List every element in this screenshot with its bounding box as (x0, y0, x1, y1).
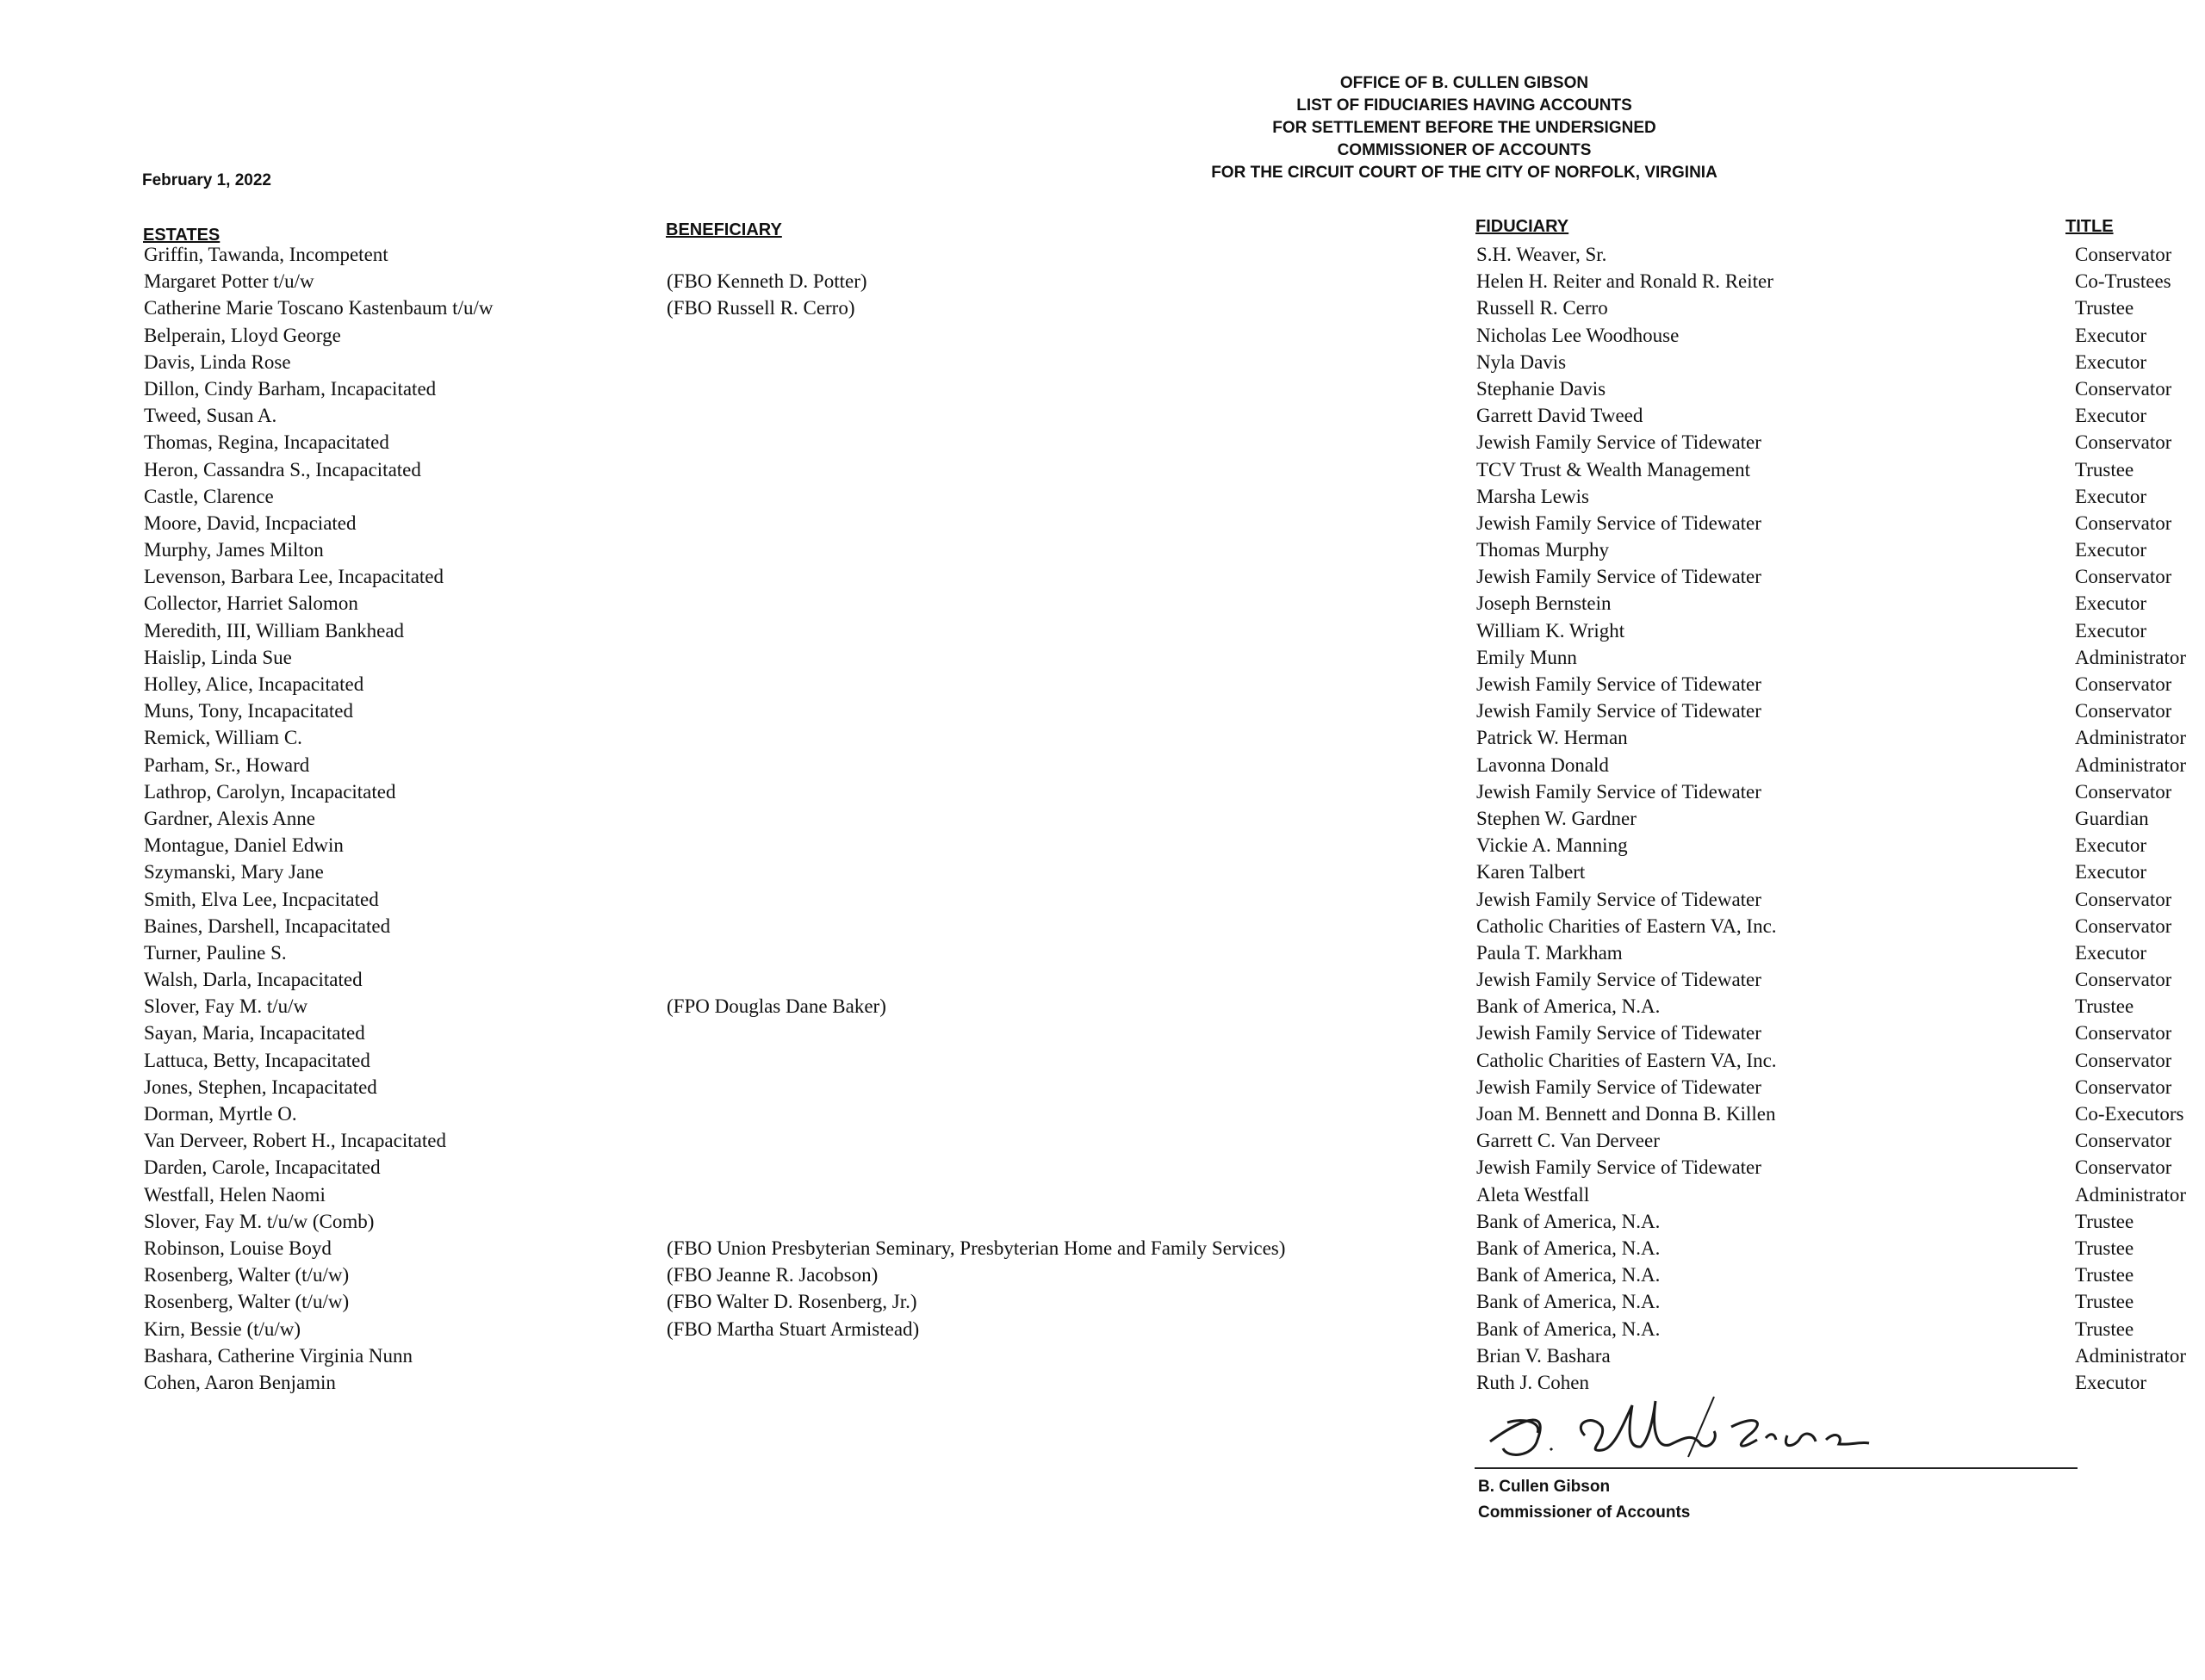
fiduciary-name: Jewish Family Service of Tidewater (1476, 431, 1761, 454)
fiduciary-title: Trustee (2075, 1317, 2134, 1340)
list-item (0, 483, 2205, 510)
fiduciary-name: Catholic Charities of Eastern VA, Inc. (1476, 914, 1777, 937)
list-item (0, 510, 2205, 536)
fiduciary-title: Executor (2075, 619, 2147, 642)
fiduciary-name: Jewish Family Service of Tidewater (1476, 1022, 1761, 1045)
fiduciary-title: Executor (2075, 834, 2147, 857)
fiduciary-title: Executor (2075, 941, 2147, 964)
fiduciary-title: Conservator (2075, 780, 2172, 803)
list-item (0, 1288, 2205, 1315)
fiduciary-title: Administrator (2075, 1183, 2187, 1206)
fiduciary-name: Patrick W. Herman (1476, 727, 1628, 749)
fiduciary-name: Joseph Bernstein (1476, 592, 1612, 615)
list-item (0, 456, 2205, 483)
document-header (1034, 72, 1895, 184)
list-item (0, 1235, 2205, 1262)
list-item (0, 241, 2205, 268)
fiduciary-title: Executor (2075, 1371, 2147, 1393)
estate-name: Van Derveer, Robert H., Incapacitated (144, 1130, 446, 1152)
list-item (0, 590, 2205, 617)
list-item (0, 993, 2205, 1020)
estate-name: Westfall, Helen Naomi (144, 1183, 326, 1206)
fiduciary-title: Executor (2075, 350, 2147, 373)
fiduciary-name: Lavonna Donald (1476, 753, 1609, 776)
beneficiary-name: (FPO Douglas Dane Baker) (667, 995, 886, 1018)
list-item (0, 268, 2205, 294)
estate-name: Cohen, Aaron Benjamin (144, 1371, 336, 1393)
list-item (0, 1020, 2205, 1046)
fiduciary-title: Conservator (2075, 431, 2172, 454)
fiduciary-title: Trustee (2075, 1291, 2134, 1313)
fiduciary-title: Conservator (2075, 1022, 2172, 1045)
fiduciary-name: Helen H. Reiter and Ronald R. Reiter (1476, 270, 1773, 293)
fiduciary-name: Vickie A. Manning (1476, 834, 1628, 857)
beneficiary-name: (FBO Walter D. Rosenberg, Jr.) (667, 1291, 917, 1313)
fiduciary-name: Jewish Family Service of Tidewater (1476, 700, 1761, 722)
estate-name: Turner, Pauline S. (144, 941, 287, 964)
fiduciary-name: Stephanie Davis (1476, 377, 1606, 400)
fiduciary-name: Jewish Family Service of Tidewater (1476, 566, 1761, 588)
estate-name: Smith, Elva Lee, Incpacitated (144, 888, 379, 910)
list-item (0, 752, 2205, 778)
fiduciary-name: Garrett David Tweed (1476, 405, 1643, 427)
estate-name: Remick, William C. (144, 727, 302, 749)
list-item (0, 536, 2205, 563)
list-item (0, 778, 2205, 805)
fiduciary-title: Conservator (2075, 511, 2172, 534)
estate-name: Lathrop, Carolyn, Incapacitated (144, 780, 396, 803)
list-item (0, 886, 2205, 913)
list-item (0, 349, 2205, 375)
fiduciary-title: Administrator (2075, 753, 2187, 776)
list-item (0, 644, 2205, 671)
document-date: February 1, 2022 (142, 171, 271, 189)
estate-name: Meredith, III, William Bankhead (144, 619, 405, 642)
fiduciary-name: Stephen W. Gardner (1476, 807, 1637, 829)
beneficiary-name: (FBO Kenneth D. Potter) (667, 270, 867, 293)
estate-name: Rosenberg, Walter (t/u/w) (144, 1264, 350, 1286)
fiduciary-title: Trustee (2075, 1264, 2134, 1286)
list-item (0, 617, 2205, 644)
list-item (0, 1262, 2205, 1288)
fiduciary-title: Guardian (2075, 807, 2149, 829)
estate-name: Bashara, Catherine Virginia Nunn (144, 1344, 413, 1367)
fiduciary-name: Nyla Davis (1476, 350, 1567, 373)
fiduciary-name: Joan M. Bennett and Donna B. Killen (1476, 1103, 1776, 1125)
fiduciary-title: Trustee (2075, 1210, 2134, 1232)
beneficiary-name: (FBO Martha Stuart Armistead) (667, 1317, 920, 1340)
fiduciary-name: Aleta Westfall (1476, 1183, 1590, 1206)
fiduciary-title: Conservator (2075, 673, 2172, 695)
list-item (0, 1208, 2205, 1235)
fiduciary-title: Conservator (2075, 888, 2172, 910)
list-item (0, 671, 2205, 697)
estate-name: Darden, Carole, Incapacitated (144, 1156, 381, 1179)
estate-name: Belperain, Lloyd George (144, 324, 341, 346)
fiduciary-name: Jewish Family Service of Tidewater (1476, 511, 1761, 534)
list-item (0, 805, 2205, 832)
header-line-5: FOR THE CIRCUIT COURT OF THE CITY OF NORFOLK, VIRGINIA (1211, 164, 1717, 182)
title-column-header: TITLE (2065, 217, 2114, 236)
beneficiary-column-header: BENEFICIARY (666, 220, 782, 239)
estate-name: Catherine Marie Toscano Kastenbaum t/u/w (144, 297, 494, 319)
signer-name: B. Cullen Gibson (1478, 1478, 1611, 1496)
estate-name: Slover, Fay M. t/u/w (144, 995, 308, 1018)
fiduciary-title: Co-Trustees (2075, 270, 2171, 293)
estate-name: Dillon, Cindy Barham, Incapacitated (144, 377, 437, 400)
fiduciary-title: Conservator (2075, 566, 2172, 588)
fiduciary-title: Executor (2075, 861, 2147, 883)
estate-name: Montague, Daniel Edwin (144, 834, 344, 857)
estate-name: Margaret Potter t/u/w (144, 270, 314, 293)
list-item (0, 375, 2205, 402)
estate-name: Thomas, Regina, Incapacitated (144, 431, 389, 454)
fiduciary-title: Executor (2075, 485, 2147, 507)
fiduciary-title: Executor (2075, 592, 2147, 615)
fiduciary-title: Conservator (2075, 914, 2172, 937)
fiduciary-name: William K. Wright (1476, 619, 1625, 642)
fiduciary-name: Brian V. Bashara (1476, 1344, 1611, 1367)
fiduciary-title: Executor (2075, 405, 2147, 427)
list-item (0, 939, 2205, 966)
estate-name: Castle, Clarence (144, 485, 274, 507)
list-item (0, 724, 2205, 751)
fiduciary-name: Jewish Family Service of Tidewater (1476, 780, 1761, 803)
fiduciary-title: Trustee (2075, 1237, 2134, 1259)
fiduciary-title: Conservator (2075, 1130, 2172, 1152)
estate-name: Szymanski, Mary Jane (144, 861, 324, 883)
fiduciary-title: Conservator (2075, 377, 2172, 400)
fiduciary-name: Bank of America, N.A. (1476, 1264, 1661, 1286)
list-item (0, 402, 2205, 429)
fiduciary-title: Executor (2075, 539, 2147, 561)
list-item (0, 697, 2205, 724)
fiduciary-title: Trustee (2075, 297, 2134, 319)
estate-name: Davis, Linda Rose (144, 350, 291, 373)
list-item (0, 1047, 2205, 1074)
fiduciary-name: Ruth J. Cohen (1476, 1371, 1589, 1393)
estates-column-header: ESTATES (143, 226, 220, 245)
estate-name: Moore, David, Incpaciated (144, 511, 357, 534)
list-item (0, 859, 2205, 885)
list-item (0, 1342, 2205, 1369)
fiduciary-title: Trustee (2075, 458, 2134, 480)
fiduciary-title: Administrator (2075, 727, 2187, 749)
list-item (0, 913, 2205, 939)
list-item (0, 1100, 2205, 1127)
fiduciary-name: Emily Munn (1476, 646, 1577, 668)
list-item (0, 1074, 2205, 1100)
fiduciary-name: Jewish Family Service of Tidewater (1476, 673, 1761, 695)
estate-name: Levenson, Barbara Lee, Incapacitated (144, 566, 444, 588)
fiduciary-name: TCV Trust & Wealth Management (1476, 458, 1751, 480)
fiduciary-title: Conservator (2075, 1049, 2172, 1071)
fiduciary-name: Bank of America, N.A. (1476, 1291, 1661, 1313)
list-item (0, 322, 2205, 349)
fiduciary-name: S.H. Weaver, Sr. (1476, 244, 1607, 265)
fiduciary-name: Jewish Family Service of Tidewater (1476, 1076, 1761, 1098)
estate-name: Murphy, James Milton (144, 539, 324, 561)
beneficiary-name: (FBO Jeanne R. Jacobson) (667, 1264, 879, 1286)
handwritten-signature (1456, 1388, 2090, 1466)
signature-line (1475, 1467, 2078, 1469)
list-item (0, 294, 2205, 321)
signer-role: Commissioner of Accounts (1478, 1503, 1691, 1522)
estate-name: Lattuca, Betty, Incapacitated (144, 1049, 370, 1071)
fiduciary-title: Conservator (2075, 700, 2172, 722)
estate-name: Baines, Darshell, Incapacitated (144, 914, 391, 937)
estate-name: Slover, Fay M. t/u/w (Comb) (144, 1210, 375, 1232)
estate-name: Haislip, Linda Sue (144, 646, 292, 668)
fiduciary-name: Paula T. Markham (1476, 941, 1623, 964)
fiduciary-name: Jewish Family Service of Tidewater (1476, 969, 1761, 991)
fiduciary-title: Administrator (2075, 1344, 2187, 1367)
estate-name: Collector, Harriet Salomon (144, 592, 358, 615)
estate-name: Heron, Cassandra S., Incapacitated (144, 458, 421, 480)
list-item (0, 1154, 2205, 1181)
fiduciary-name: Karen Talbert (1476, 861, 1586, 883)
fiduciary-title: Trustee (2075, 995, 2134, 1018)
fiduciary-name: Jewish Family Service of Tidewater (1476, 888, 1761, 910)
fiduciary-name: Bank of America, N.A. (1476, 1317, 1661, 1340)
estate-name: Gardner, Alexis Anne (144, 807, 316, 829)
fiduciary-name: Russell R. Cerro (1476, 297, 1608, 319)
fiduciary-title: Administrator (2075, 646, 2187, 668)
fiduciary-title: Conservator (2075, 244, 2172, 265)
estate-name: Dorman, Myrtle O. (144, 1103, 297, 1125)
fiduciary-name: Bank of America, N.A. (1476, 1210, 1661, 1232)
estate-name: Jones, Stephen, Incapacitated (144, 1076, 377, 1098)
beneficiary-name: (FBO Union Presbyterian Seminary, Presbyterian Home and Family Services) (667, 1237, 1286, 1259)
estate-name: Griffin, Tawanda, Incompetent (144, 244, 388, 265)
fiduciary-name: Nicholas Lee Woodhouse (1476, 324, 1680, 346)
fiduciary-list (0, 241, 2205, 1396)
list-item (0, 1181, 2205, 1208)
list-item (0, 563, 2205, 590)
estate-name: Sayan, Maria, Incapacitated (144, 1022, 365, 1045)
beneficiary-name: (FBO Russell R. Cerro) (667, 297, 855, 319)
header-line-1: OFFICE OF B. CULLEN GIBSON (1339, 74, 1589, 92)
estate-name: Tweed, Susan A. (144, 405, 277, 427)
header-line-4: COMMISSIONER OF ACCOUNTS (1337, 141, 1592, 159)
estate-name: Holley, Alice, Incapacitated (144, 673, 364, 695)
fiduciary-title: Executor (2075, 324, 2147, 346)
fiduciary-name: Thomas Murphy (1476, 539, 1609, 561)
list-item (0, 1127, 2205, 1154)
fiduciary-title: Conservator (2075, 1076, 2172, 1098)
fiduciary-name: Marsha Lewis (1476, 485, 1589, 507)
signature-block (1478, 1474, 1690, 1526)
fiduciary-title: Co-Executors (2075, 1103, 2184, 1125)
fiduciary-name: Bank of America, N.A. (1476, 995, 1661, 1018)
fiduciary-title: Conservator (2075, 969, 2172, 991)
fiduciary-name: Catholic Charities of Eastern VA, Inc. (1476, 1049, 1777, 1071)
estate-name: Robinson, Louise Boyd (144, 1237, 332, 1259)
list-item (0, 429, 2205, 456)
fiduciary-name: Bank of America, N.A. (1476, 1237, 1661, 1259)
header-line-2: LIST OF FIDUCIARIES HAVING ACCOUNTS (1296, 96, 1632, 115)
fiduciary-title: Conservator (2075, 1156, 2172, 1179)
estate-name: Kirn, Bessie (t/u/w) (144, 1317, 301, 1340)
estate-name: Parham, Sr., Howard (144, 753, 310, 776)
header-line-3: FOR SETTLEMENT BEFORE THE UNDERSIGNED (1272, 119, 1656, 137)
estate-name: Walsh, Darla, Incapacitated (144, 969, 363, 991)
list-item (0, 1316, 2205, 1342)
list-item (0, 966, 2205, 993)
fiduciary-name: Jewish Family Service of Tidewater (1476, 1156, 1761, 1179)
fiduciary-name: Garrett C. Van Derveer (1476, 1130, 1660, 1152)
list-item (0, 832, 2205, 859)
fiduciary-column-header: FIDUCIARY (1475, 217, 1569, 236)
estate-name: Rosenberg, Walter (t/u/w) (144, 1291, 350, 1313)
estate-name: Muns, Tony, Incapacitated (144, 700, 354, 722)
